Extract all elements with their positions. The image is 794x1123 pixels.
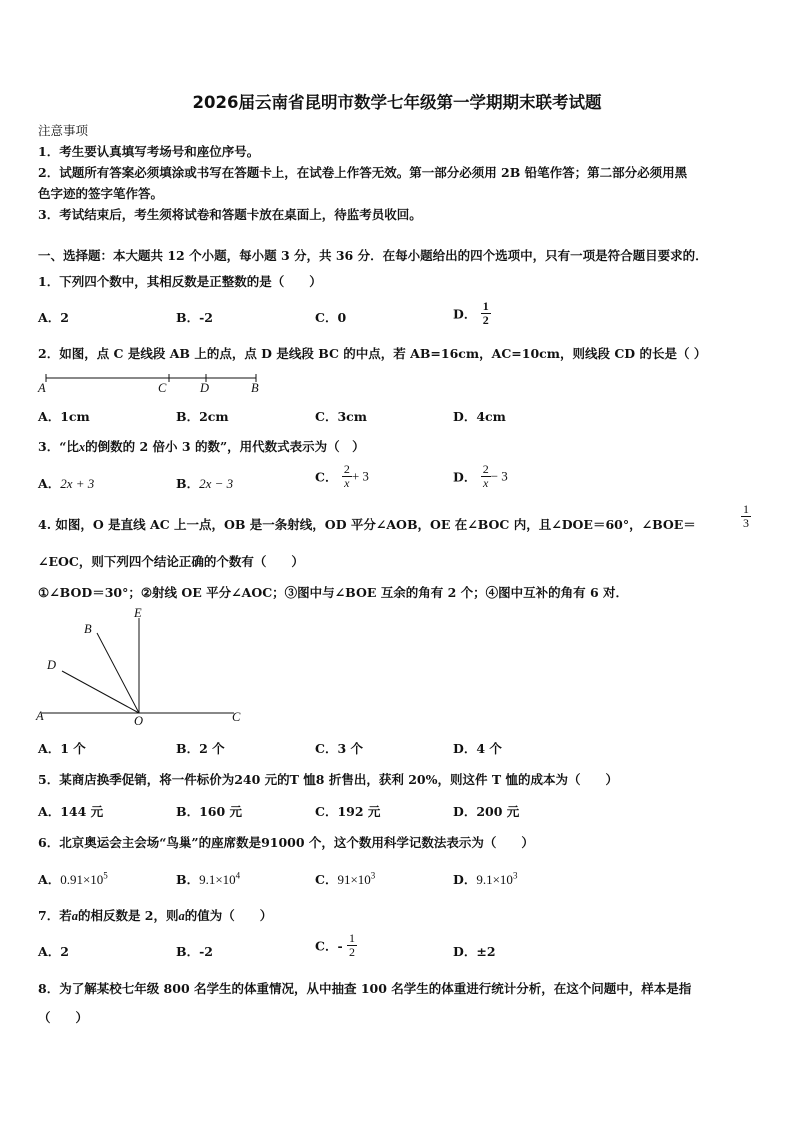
q2-option-c: C．3cm <box>315 409 367 424</box>
label-c: C <box>158 381 167 395</box>
q6-b-base: 9.1×10 <box>199 872 236 887</box>
q6-c-base: 91×10 <box>337 872 371 887</box>
q4-stem-line-1: 4. 如图，O 是直线 AC 上一点，OB 是一条射线，OD 平分∠AOB，OE 在∠BOC 内，且∠DOE＝60°，∠BOE＝ <box>38 517 696 532</box>
q4-frac-den: 3 <box>743 516 749 530</box>
q4-fraction <box>741 503 751 530</box>
q2-option-a: A．1cm <box>38 409 90 424</box>
q3-a-expr: 2x + 3 <box>60 476 95 491</box>
q6-a-base: 0.91×10 <box>60 872 104 887</box>
q6-option-d <box>453 870 517 888</box>
label-b: B <box>251 381 259 395</box>
q6-c-exp: 3 <box>370 870 376 881</box>
note-3: 3．考试结束后，考生须将试卷和答题卡放在桌面上，待监考员收回。 <box>38 207 422 222</box>
q3-stem-post: 的倒数的 2 倍小 3 的数”，用代数式表示为（ ） <box>85 439 365 454</box>
label-d: D <box>47 658 57 672</box>
q2-segment-figure <box>36 368 266 398</box>
q7-option-a: A．2 <box>38 944 69 959</box>
q1-option-d <box>453 300 491 327</box>
q7-option-b: B．-2 <box>176 944 213 959</box>
q3-d-fraction <box>481 463 491 490</box>
q6-b-label: B． <box>176 872 200 887</box>
q5-stem: 5．某商店换季促销，将一件标价为240 元的T 恤8 折售出，获利 20%，则这件 T 恤的成本为（ ） <box>38 772 618 787</box>
q3-stem-pre: 3．“比 <box>38 439 79 454</box>
q7-stem <box>38 906 272 924</box>
q1-option-d-label: D． <box>453 306 477 322</box>
q6-a-exp: 5 <box>103 870 108 881</box>
section-heading: 一、选择题：本大题共 12 个小题，每小题 3 分，共 36 分．在每小题给出的四个选项中，只有一项是符合题目要求的． <box>38 248 708 263</box>
label-c: C <box>232 710 241 724</box>
q3-b-expr: 2x − 3 <box>199 476 234 491</box>
q3-option-b <box>176 474 233 492</box>
q3-d-den: x <box>483 476 489 490</box>
q3-stem <box>38 437 365 455</box>
q8-stem-line-2: （ ） <box>38 1010 89 1025</box>
q8-stem-line-1: 8．为了解某校七年级 800 名学生的体重情况，从中抽查 100 名学生的体重进行统计分析，在这个问题中，样本是指 <box>38 981 692 996</box>
q3-b-label: B． <box>176 476 200 491</box>
q4-option-a: A．1 个 <box>38 741 86 756</box>
q6-option-a <box>38 870 108 888</box>
q5-option-a: A．144 元 <box>38 804 104 819</box>
q3-option-a <box>38 474 94 492</box>
q3-c-tail: + 3 <box>351 468 369 484</box>
notes-heading: 注意事项 <box>38 123 89 138</box>
q2-option-b: B．2cm <box>176 409 229 424</box>
q7-option-d: D．±2 <box>453 944 496 959</box>
q1-stem: 1．下列四个数中，其相反数是正整数的是（ ） <box>38 274 322 289</box>
q6-d-label: D． <box>453 872 477 887</box>
q3-d-tail: − 3 <box>490 468 508 484</box>
q3-c-fraction <box>342 463 352 490</box>
q4-option-b: B．2 个 <box>176 741 225 756</box>
note-2-line-1: 2．试题所有答案必须填涂或书写在答题卡上，在试卷上作答无效。第一部分必须用 2B 铅笔作答；第二部分必须用黑 <box>38 165 688 180</box>
q1-d-denominator: 2 <box>482 313 489 327</box>
q1-option-d-fraction <box>481 300 491 327</box>
note-2-line-2: 色字迹的签字笔作答。 <box>38 186 164 201</box>
q3-c-label: C． <box>315 469 338 485</box>
q6-stem: 6．北京奥运会主会场“鸟巢”的座席数是91000 个，这个数用科学记数法表示为（ ） <box>38 835 534 850</box>
q7-stem-post: 的值为（ ） <box>184 908 273 923</box>
q6-a-label: A． <box>38 872 61 887</box>
q3-option-d <box>453 463 508 490</box>
q6-c-label: C． <box>315 872 338 887</box>
q4-option-c: C．3 个 <box>315 741 363 756</box>
q4-stem-line-2: ∠EOC，则下列四个结论正确的个数有（ ） <box>38 554 304 569</box>
q7-option-c <box>315 932 357 959</box>
label-d: D <box>200 381 210 395</box>
q1-option-a: A．2 <box>38 310 69 325</box>
q7-c-num: 1 <box>349 931 355 945</box>
q3-a-label: A． <box>38 476 61 491</box>
page-title: 2026届云南省昆明市数学七年级第一学期期末联考试题 <box>192 93 602 112</box>
q7-var-2: a <box>178 909 185 923</box>
q3-c-num: 2 <box>343 462 350 476</box>
q7-stem-mid: 的相反数是 2，则 <box>77 908 179 923</box>
label-b: B <box>84 622 92 636</box>
label-o: O <box>134 714 144 728</box>
q3-c-den: x <box>344 476 350 490</box>
q6-d-exp: 3 <box>512 870 518 881</box>
label-a: A <box>38 381 46 395</box>
q2-option-d: D．4cm <box>453 409 506 424</box>
q7-c-den: 2 <box>349 945 355 959</box>
q5-option-d: D．200 元 <box>453 804 520 819</box>
q6-option-b <box>176 870 240 888</box>
q3-stem-var: x <box>78 440 86 454</box>
q1-d-numerator: 1 <box>482 299 489 313</box>
q1-option-c: C．0 <box>315 310 347 325</box>
q4-conclusions: ①∠BOD＝30°；②射线 OE 平分∠AOC；③图中与∠BOE 互余的角有 2 个；④图中互补的角有 6 对． <box>38 585 629 600</box>
q4-frac-num: 1 <box>743 502 749 516</box>
q3-d-num: 2 <box>482 462 489 476</box>
q3-option-c <box>315 463 369 490</box>
q5-option-b: B．160 元 <box>176 804 243 819</box>
q4-option-d: D．4 个 <box>453 741 502 756</box>
q6-option-c <box>315 870 375 888</box>
q1-option-b: B．-2 <box>176 310 213 325</box>
q3-d-label: D． <box>453 469 477 485</box>
q4-angle-figure <box>34 603 254 728</box>
label-e: E <box>134 606 142 620</box>
label-a: A <box>36 709 44 723</box>
q7-var-1: a <box>71 909 78 923</box>
q2-stem: 2．如图，点 C 是线段 AB 上的点，点 D 是线段 BC 的中点，若 AB=16cm，AC=10cm，则线段 CD 的长是（ ） <box>38 346 707 361</box>
q6-d-base: 9.1×10 <box>476 872 513 887</box>
q5-option-c: C．192 元 <box>315 804 381 819</box>
q6-b-exp: 4 <box>235 870 241 881</box>
q7-c-label: C．- <box>315 938 343 954</box>
q7-stem-pre: 7．若 <box>38 908 72 923</box>
note-1: 1．考生要认真填写考场号和座位序号。 <box>38 144 260 159</box>
